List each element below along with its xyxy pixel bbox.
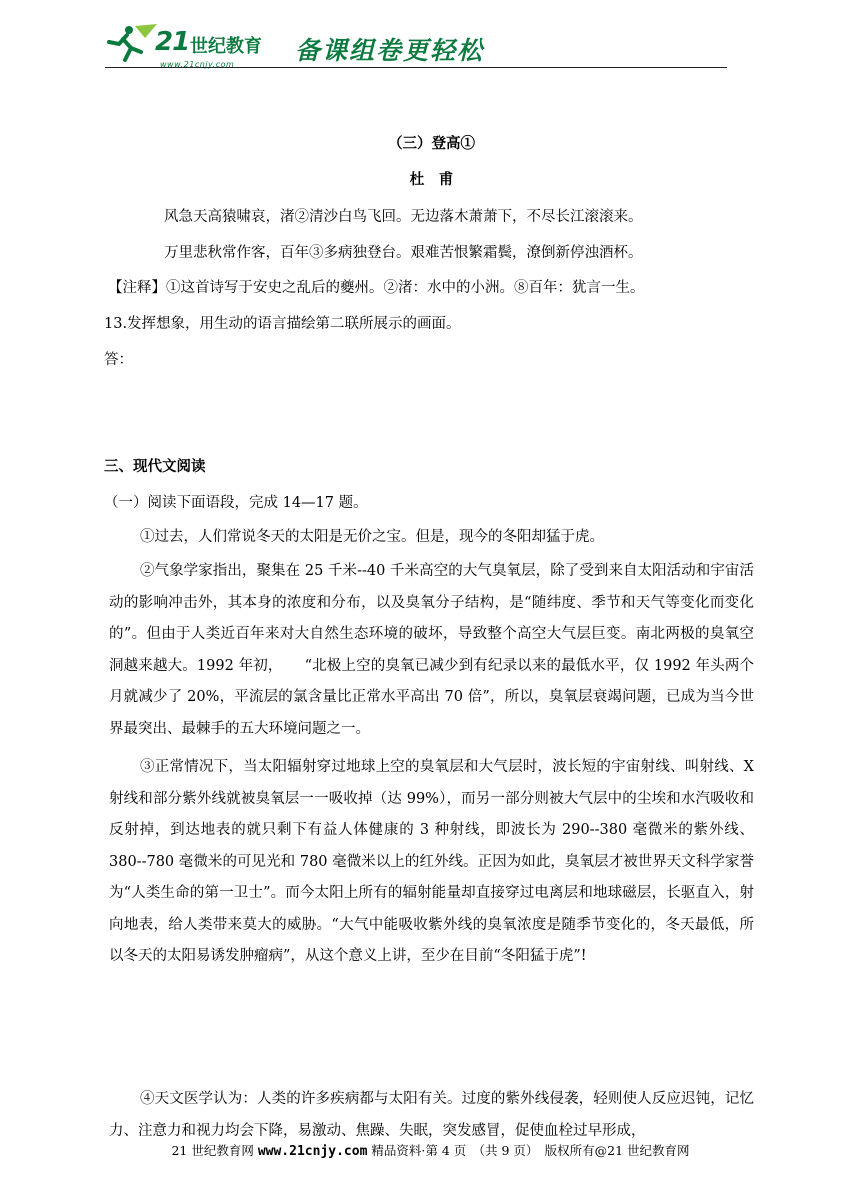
poem-title: （三）登高① [388, 135, 475, 152]
logo-name: 世纪教育 [190, 36, 262, 57]
paragraph-1: ①过去，人们常说冬天的太阳是无价之宝。但是，现今的冬阳却猛于虎。 [140, 529, 604, 545]
footer-site-name: 21 世纪教育网 [171, 1143, 254, 1158]
poem-author: 杜 甫 [409, 171, 454, 188]
poem-line-1: 风急天高猿啸哀，渚②清沙白鸟飞回。无边落木萧萧下，不尽长江滚滚来。 [164, 209, 643, 225]
page-header [105, 22, 725, 72]
paragraph-3: ③正常情况下，当太阳辐射穿过地球上空的臭氧层和大气层时，波长短的宇宙射线、叫射线、X 射线和部分紫外线就被臭氧层一一吸收掉（达 99%），而另一部分则被大气层中的尘埃和水汽吸收和反射掉，到达地表的就只剩下有益人体健康的 3 种射线，即波长为 290--380 毫微米的紫外线、380--780 毫微米的可见光和 780 毫微米以上的红外线。正因为如此，臭氧层才被世界天文科学家誉为“人类生命的第一卫士”。而今太阳上所有的辐射能量却直接穿过电离层和地球磁层，长驱直入，射向地表，给人类带来莫大的威胁。“大气中能吸收紫外线的臭氧浓度是随季节变化的，冬天最低，所以冬天的太阳易诱发肿瘤病”，从这个意义上讲，至少在目前“冬阳猛于虎”! [109, 759, 754, 964]
footer-page-info: 精品资料·第 4 页 （共 9 页） 版权所有@21 世纪教育网 [371, 1143, 690, 1158]
answer-label: 答： [104, 352, 133, 368]
header-slogan: 备课组卷更轻松 [295, 36, 485, 65]
section-heading: 三、现代文阅读 [104, 458, 206, 475]
logo-url: www.21cnjy.com [160, 60, 235, 69]
logo-number: 21 [155, 27, 190, 57]
paragraph-4: ④天文医学认为：人类的许多疾病都与太阳有关。过度的紫外线侵袭，轻则使人反应迟钝，记忆力、注意力和视力均会下降，易激动、焦躁、失眠，突发感冒，促使血栓过早形成， [109, 1091, 754, 1139]
question-13: 13.发挥想象，用生动的语言描绘第二联所展示的画面。 [104, 316, 461, 332]
section-subheading: （一）阅读下面语段，完成 14—17 题。 [104, 495, 368, 511]
paragraph-2: ②气象学家指出，聚集在 25 千米--40 千米高空的大气臭氧层，除了受到来自太阳活动和宇宙活动的影响冲击外，其本身的浓度和分布，以及臭氧分子结构，是“随纬度、季节和天气等变化而变化的”。但由于人类近百年来对大自然生态环境的破坏，导致整个高空大气层巨变。南北两极的臭氧空洞越来越大。1992 年初， “北极上空的臭氧已减少到有纪录以来的最低水平，仅 1992 年头两个月就减少了 20%，平流层的氯含量比正常水平高出 70 倍”，所以，臭氧层衰竭问题，已成为当今世界最突出、最棘手的五大环境问题之一。 [109, 563, 754, 737]
footer-url: www.21cnjy.com [257, 1144, 368, 1159]
header-divider [105, 67, 727, 68]
page-footer [0, 1141, 861, 1159]
poem-note: 【注释】①这首诗写于安史之乱后的夔州。②渚：水中的小洲。⑧百年：犹言一生。 [108, 280, 645, 296]
runner-logo-icon [105, 22, 160, 68]
poem-line-2: 万里悲秋常作客，百年③多病独登台。艰难苦恨繁霜鬓，潦倒新停浊酒杯。 [164, 245, 643, 261]
